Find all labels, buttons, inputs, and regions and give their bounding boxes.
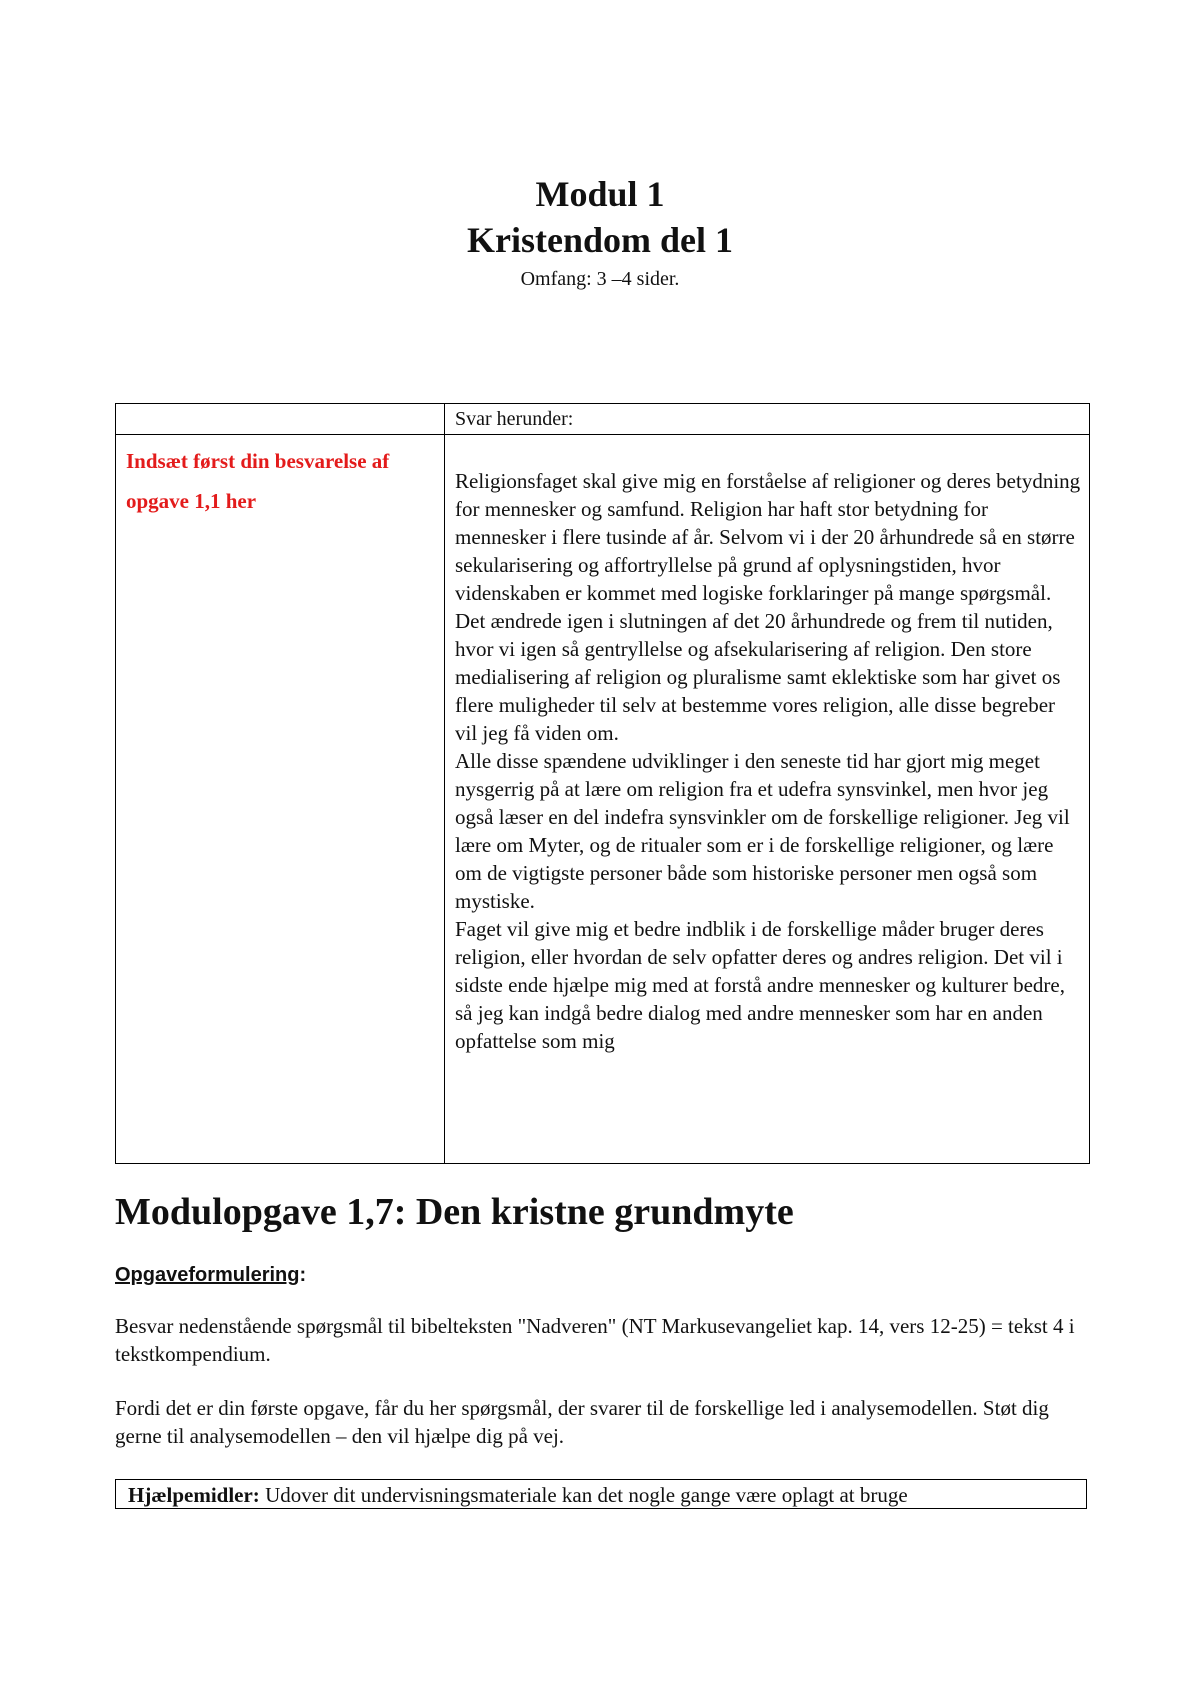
answer-prompt: Indsæt først din besvarelse af opgave 1,1 her: [126, 449, 390, 513]
answer-table: [115, 403, 1090, 1164]
assignment-paragraph-1: Besvar nedenstående spørgsmål til bibelteksten "Nadveren" (NT Markusevangeliet kap. 14, vers 12-25) = tekst 4 i tekstkompendium.: [115, 1314, 1075, 1366]
assignment-heading: Modulopgave 1,7: Den kristne grundmyte: [115, 1191, 794, 1233]
task-formulation-colon: :: [299, 1264, 307, 1286]
page-subtitle: Kristendom del 1: [467, 220, 733, 260]
answer-paragraph-2: Alle disse spændene udviklinger i den seneste tid har gjort mig meget nysgerrig på at lære om religion fra et udefra synsvinkel, men hvor jeg også læser en del indefra synsvinkler om de forskellige religioner. Jeg vil lære om Myter, og de ritualer som er i de forskellige religioner, og lære om de vigtigste personer både som historiske personer men også som mystiske.: [455, 749, 1070, 913]
title-block: [0, 172, 1200, 292]
task-formulation-text: Opgaveformulering: [115, 1264, 300, 1286]
scope-note: Omfang: 3 –4 sider.: [520, 268, 680, 290]
answer-table-header-left: [116, 404, 445, 435]
help-text: Udover dit undervisningsmateriale kan det nogle gange være oplagt at bruge: [259, 1483, 908, 1507]
answer-paragraph-3: Faget vil give mig et bedre indblik i de forskellige måder bruger deres religion, eller hvordan de selv opfatter deres og andres religion. Det vil i sidste ende hjælpe mig med at forstå andre mennesker og kulturer bedre, så jeg kan indgå bedre dialog med andre mennesker som har en anden opfattelse som mig: [455, 917, 1065, 1053]
answer-table-body-row: [116, 435, 1090, 1164]
help-box: [115, 1479, 1087, 1509]
page-title: Modul 1: [535, 174, 665, 214]
answer-prompt-cell: [116, 435, 445, 1164]
answer-text-cell[interactable]: [445, 435, 1090, 1164]
answer-text: [455, 467, 1081, 1055]
answer-table-header-row: [116, 404, 1090, 435]
task-formulation-label: [115, 1262, 306, 1288]
help-label: Hjælpemidler:: [128, 1483, 260, 1507]
answer-paragraph-1: Religionsfaget skal give mig en forståelse af religioner og deres betydning for mennesker og samfund. Religion har haft stor betydning for mennesker i flere tusinde af år. Selvom vi i der 20 århundrede så en større sekularisering og affortryllelse på grund af oplysningstiden, hvor videnskaben er kommet med logiske forklaringer på mange spørgsmål. Det ændrede igen i slutningen af det 20 århundrede og frem til nutiden, hvor vi igen så gentryllelse og afsekularisering af religion. Den store medialisering af religion og pluralisme samt eklektiske som har givet os flere muligheder til selv at bestemme vores religion, alle disse begreber vil jeg få viden om.: [455, 469, 1081, 745]
answer-table-header-right: Svar herunder:: [445, 404, 1090, 435]
assignment-paragraph-2: Fordi det er din første opgave, får du her spørgsmål, der svarer til de forskellige led i analysemodellen. Støt dig gerne til analysemodellen – den vil hjælpe dig på vej.: [115, 1396, 1049, 1448]
